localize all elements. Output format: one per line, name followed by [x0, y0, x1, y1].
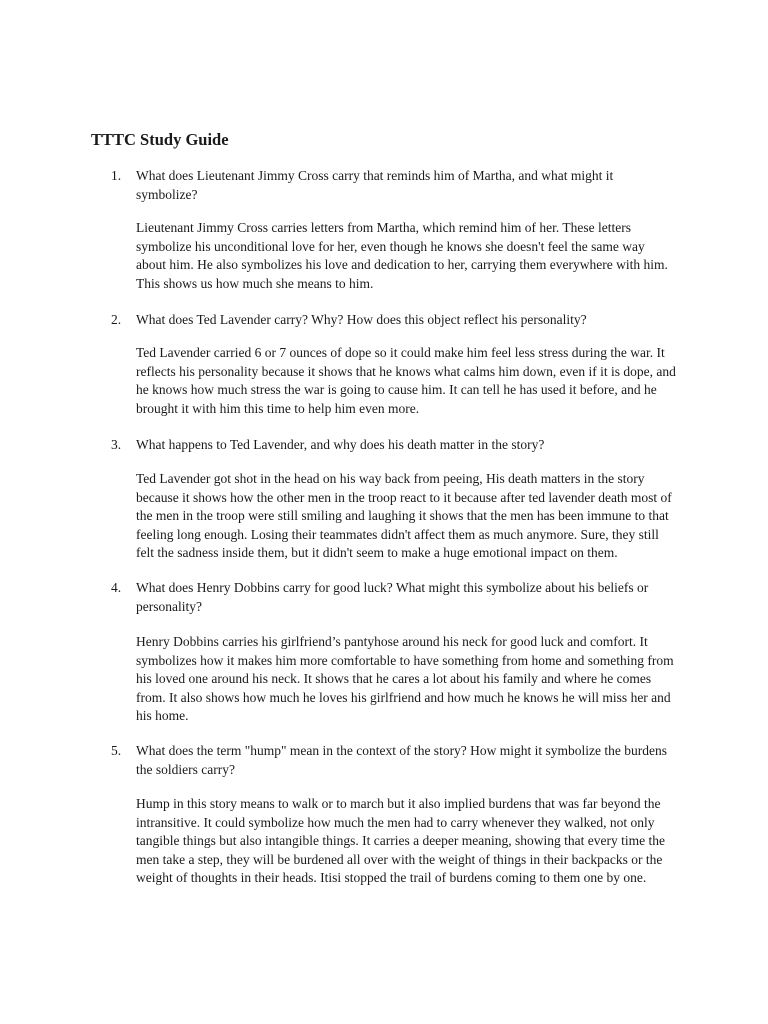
answer-text: Ted Lavender carried 6 or 7 ounces of dope so it could make him feel less stress during the war. It reflects his personality because it shows that he knows what calms him down, even if it is dope, and he knows how much stress the war is going to cause him. It can tell he has used it before, and he brought it with him this time to help him even more.: [136, 345, 676, 416]
item-number: 2.: [111, 312, 122, 327]
answer-text: Hump in this story means to walk or to march but it also implied burdens that was far beyond the intransitive. It could symbolize how much the men had to carry whenever they walked, not only tangible things but also intangible things. It carries a deeper meaning, showing that every time the men take a step, they will be burdened all over with the weight of things in their backpacks or the weight of thoughts in their heads. Itisi stopped the trail of burdens coming to them one by one.: [136, 796, 665, 886]
answer-text: Lieutenant Jimmy Cross carries letters from Martha, which remind him of her. These letters symbolize his unconditional love for her, even though he knows she doesn't feel the same way about him. He also symbolizes his love and dedication to her, carrying them everywhere with him. This shows us how much she means to him.: [136, 220, 668, 291]
question-text: What does Lieutenant Jimmy Cross carry that reminds him of Martha, and what might it symbolize?: [136, 168, 614, 202]
item-number: 1.: [111, 168, 122, 183]
item-number: 4.: [111, 580, 122, 595]
document-title: TTTC Study Guide: [91, 130, 229, 149]
question-text: What does Ted Lavender carry? Why? How does this object reflect his personality?: [136, 312, 587, 327]
item-number: 5.: [111, 743, 122, 758]
question-text: What does the term "hump" mean in the context of the story? How might it symbolize the burdens the soldiers carry?: [136, 743, 668, 777]
answer-text: Henry Dobbins carries his girlfriend’s pantyhose around his neck for good luck and comfort. It symbolizes how it makes him more comfortable to have something from home and something from his loved one around his neck. It shows that he cares a lot about his family and where he comes from. It also shows how much he loves his girlfriend and how much he knows he will miss her and his home.: [136, 634, 674, 724]
answer-text: Ted Lavender got shot in the head on his way back from peeing, His death matters in the story because it shows how the other men in the troop react to it because after ted lavender death most of the men in the troop were still smiling and laughing it shows that the men has been immune to that feeling long enough. Losing their teammates didn't affect them as much anymore. Sure, they still felt the sadness inside them, but it didn't seem to make a huge emotional impact on them.: [136, 471, 672, 561]
item-number: 3.: [111, 437, 122, 452]
question-text: What does Henry Dobbins carry for good luck? What might this symbolize about his beliefs or personality?: [136, 580, 649, 614]
question-text: What happens to Ted Lavender, and why does his death matter in the story?: [136, 437, 545, 452]
